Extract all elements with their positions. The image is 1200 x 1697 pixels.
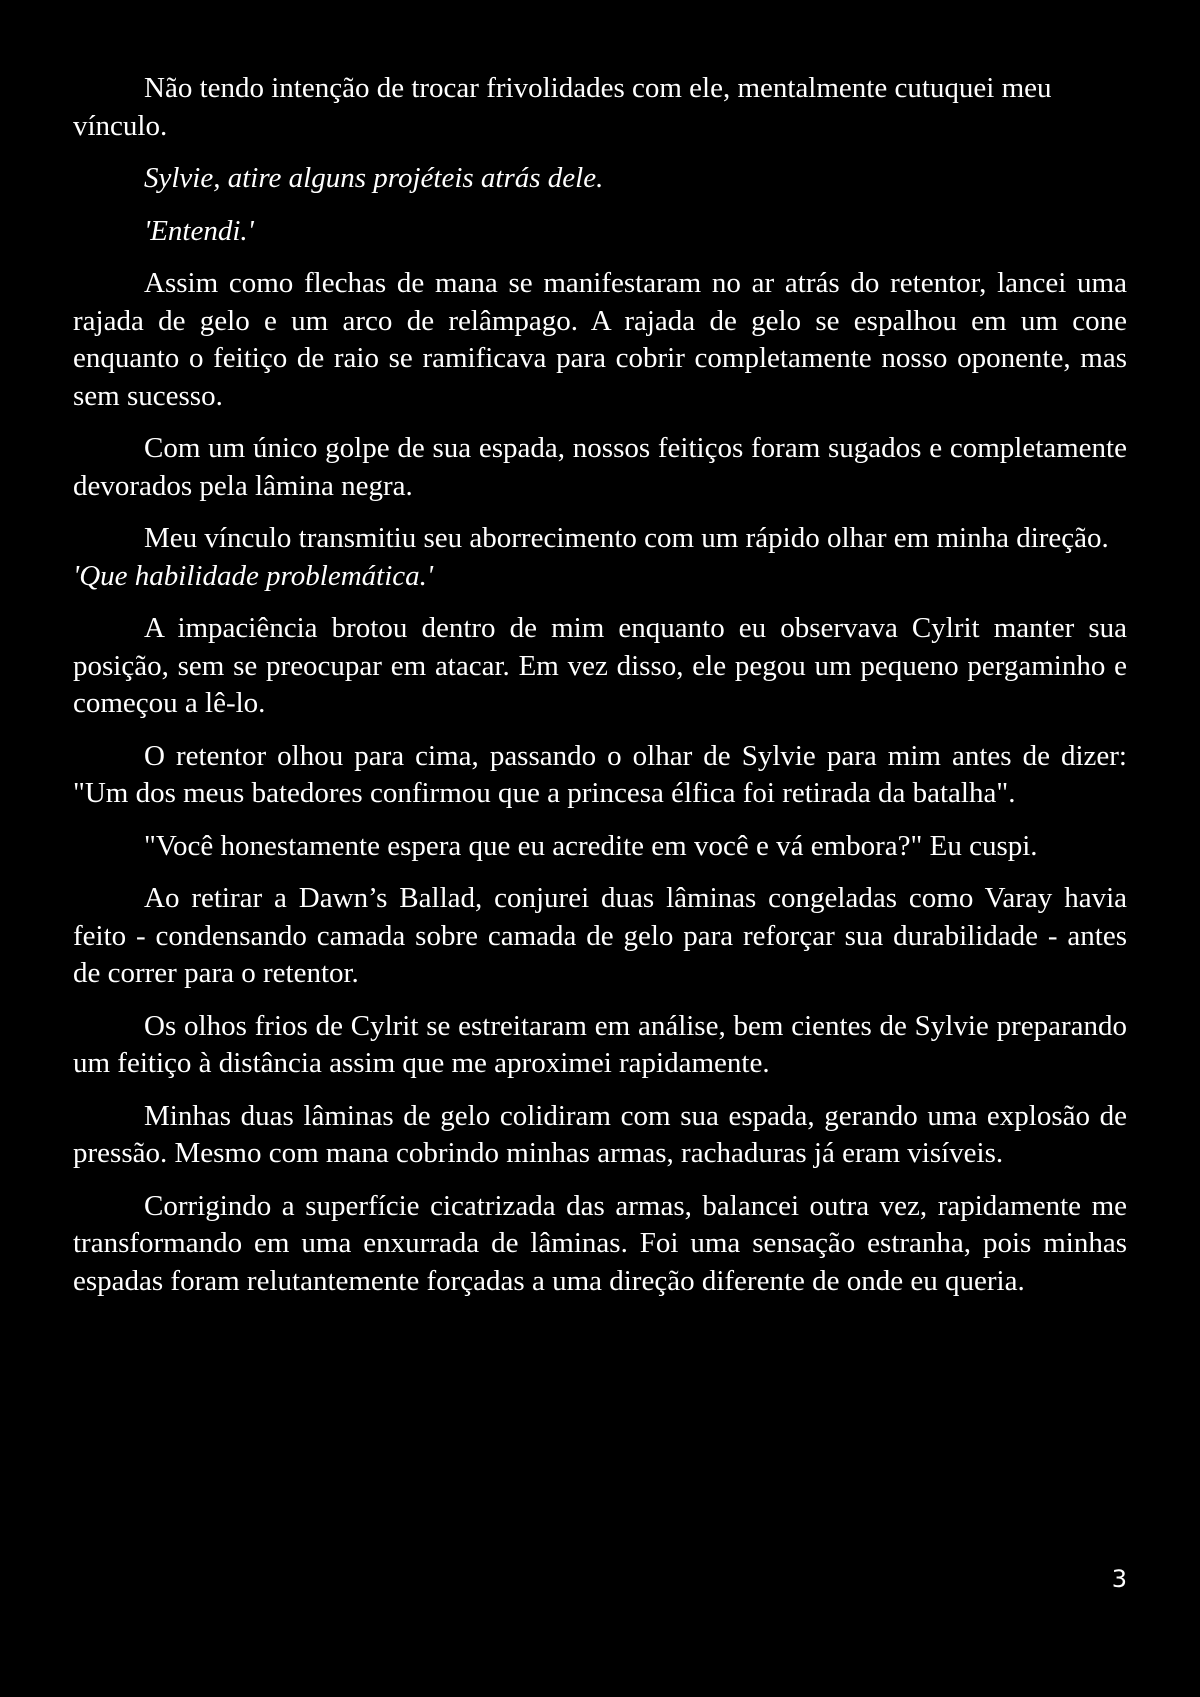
- paragraph: Ao retirar a Dawn’s Ballad, conjurei duas lâminas congeladas como Varay havia feito - condensando camada sobre camada de gelo para reforçar sua durabilidade - antes de correr para o retentor.: [73, 882, 1127, 989]
- paragraph: A impaciência brotou dentro de mim enquanto eu observava Cylrit manter sua posição, sem se preocupar em atacar. Em vez disso, ele pegou um pequeno pergaminho e começou a lê-lo.: [73, 612, 1127, 719]
- text-body: [73, 70, 1127, 1315]
- paragraph-italic: 'Entendi.': [144, 214, 254, 247]
- paragraph-italic: Sylvie, atire alguns projéteis atrás dele.: [144, 162, 604, 194]
- paragraph: Minhas duas lâminas de gelo colidiram com sua espada, gerando uma explosão de pressão. Mesmo com mana cobrindo minhas armas, rachaduras já eram visíveis.: [73, 1099, 1127, 1169]
- paragraph: Corrigindo a superfície cicatrizada das armas, balancei outra vez, rapidamente me transformando em uma enxurrada de lâminas. Foi uma sensação estranha, pois minhas espadas foram relutantemente forçadas a uma direção diferente de onde eu queria.: [73, 1189, 1127, 1297]
- paragraph-mixed: [73, 520, 1127, 595]
- paragraph-italic-text: 'Que habilidade problemática.': [73, 559, 434, 592]
- paragraph: "Você honestamente espera que eu acredite em você e vá embora?" Eu cuspi.: [144, 829, 1038, 862]
- paragraph: Não tendo intenção de trocar frivolidades com ele, mentalmente cutuquei meu vínculo.: [73, 72, 1052, 142]
- paragraph: O retentor olhou para cima, passando o olhar de Sylvie para mim antes de dizer: "Um dos meus batedores confirmou que a princesa élfica foi retirada da batalha".: [73, 739, 1127, 809]
- paragraph: Com um único golpe de sua espada, nossos feitiços foram sugados e completamente devorados pela lâmina negra.: [73, 432, 1127, 502]
- paragraph-text: Meu vínculo transmitiu seu aborrecimento com um rápido olhar em minha direção.: [144, 522, 1109, 554]
- paragraph: Assim como flechas de mana se manifestaram no ar atrás do retentor, lancei uma rajada de gelo e um arco de relâmpago. A rajada de gelo se espalhou em um cone enquanto o feitiço de raio se ramificava para cobrir completamente nosso oponente, mas sem sucesso.: [73, 267, 1127, 412]
- paragraph: Os olhos frios de Cylrit se estreitaram em análise, bem cientes de Sylvie preparando um feitiço à distância assim que me aproximei rapidamente.: [73, 1009, 1127, 1079]
- page-number: 3: [1111, 1565, 1127, 1593]
